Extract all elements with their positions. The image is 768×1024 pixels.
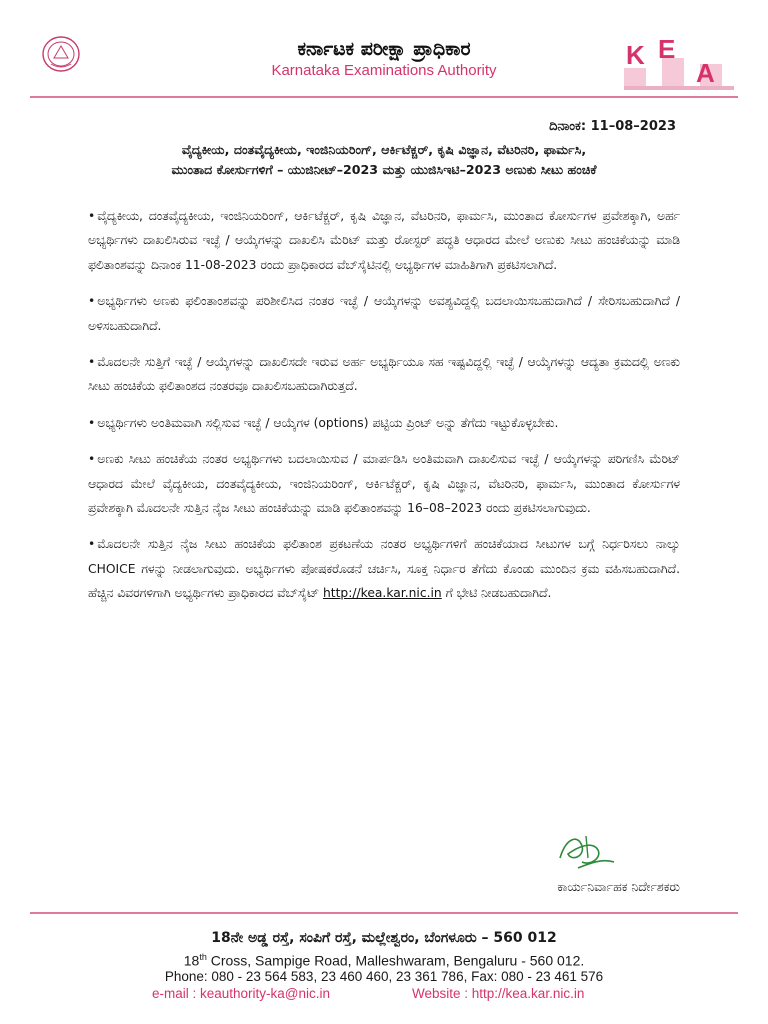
notice-point-text: ಮೊದಲನೇ ಸುತ್ತಿಗೆ ಇಚ್ಛೆ / ಆಯ್ಕೆಗಳನ್ನು ದಾಖಲಿಸದೇ ಇರುವ ಅರ್ಹ ಅಭ್ಯರ್ಥಿಯೂ ಸಹ ಇಷ್ಟವಿದ್ದಲ್ಲಿ ಇಚ್ಛೆ / ಆಯ್ಕೆಗಳನ್ನು ಆದ್ಯತಾ ಕ್ರಮದಲ್ಲಿ ಅಣಕು ಸೀಟು ಹಂಚಿಕೆಯ ಫಲಿತಾಂಶದ ನಂತರವೂ ದಾಖಲಿಸಬಹುದಾಗಿರುತ್ತದೆ. bbox=[88, 355, 680, 394]
notice-point-text: ಅಣಕು ಸೀಟು ಹಂಚಿಕೆಯ ನಂತರ ಅಭ್ಯರ್ಥಿಗಳು ಬದಲಾಯಿಸುವ / ಮಾರ್ಪಡಿಸಿ ಅಂತಿಮವಾಗಿ ದಾಖಲಿಸುವ ಇಚ್ಛೆ / ಆಯ್ಕೆಗಳನ್ನು ಪರಿಗಣಿಸಿ ಮೆರಿಟ್ ಆಧಾರದ ಮೇಲೆ ವೈದ್ಯಕೀಯ, ದಂತವೈದ್ಯಕೀಯ, ಇಂಜಿನಿಯರಿಂಗ್, ಆರ್ಕಿಟೆಕ್ಚರ್, ಕೃಷಿ ವಿಜ್ಞಾನ, ವೆಟರಿನರಿ, ಫಾರ್ಮಸಿ, ಮುಂತಾದ ಕೋರ್ಸುಗಳ ಪ್ರವೇಶಕ್ಕಾಗಿ ಮೊದಲನೇ ಸುತ್ತಿನ ನೈಜ ಸೀಟು ಹಂಚಿಕೆಯನ್ನು ಮಾಡಿ ಫಲಿತಾಂಶವನ್ನು 16–08–2023 ರಂದು ಪ್ರಕಟಿಸಲಾಗುವುದು. bbox=[88, 452, 680, 516]
svg-text:K: K bbox=[626, 40, 645, 70]
subject-line: ಮುಂತಾದ ಕೋರ್ಸುಗಳಿಗೆ – ಯುಜಿನೀಟ್–2023 ಮತ್ತು ಯುಜಿಸಿಇಟಿ–2023 ಅಣುಕು ಸೀಟು ಹಂಚಿಕೆ bbox=[171, 162, 597, 177]
address-ordinal: th bbox=[199, 952, 207, 962]
authority-name-kannada: ಕರ್ನಾಟಕ ಪರೀಕ್ಷಾ ಪ್ರಾಧಿಕಾರ bbox=[297, 38, 471, 60]
bullet-icon: • bbox=[88, 537, 96, 552]
kea-website-link[interactable]: http://kea.kar.nic.in bbox=[322, 586, 442, 601]
bullet-icon: • bbox=[88, 294, 96, 309]
kea-logo bbox=[624, 36, 734, 92]
notice-point bbox=[88, 350, 680, 399]
address-number: 18 bbox=[183, 952, 200, 969]
notice-point-text: ಗೆ ಭೇಟಿ ನೀಡಬಹುದಾಗಿದೆ. bbox=[441, 586, 552, 601]
notice-point bbox=[88, 204, 680, 277]
notice-point bbox=[88, 411, 680, 435]
subject-line: ವೈದ್ಯಕೀಯ, ದಂತವೈದ್ಯಕೀಯ, ಇಂಜಿನಿಯರಿಂಗ್, ಆರ್ಕಿಟೆಕ್ಚರ್, ಕೃಷಿ ವಿಜ್ಞಾನ, ವೆಟರಿನರಿ, ಫಾರ್ಮಸಿ, bbox=[181, 142, 587, 157]
bullet-icon: • bbox=[88, 209, 96, 223]
website-link[interactable]: Website : http://kea.kar.nic.in bbox=[412, 986, 585, 1001]
address-kannada: 18ನೇ ಅಡ್ಡ ರಸ್ತೆ, ಸಂಪಿಗೆ ರಸ್ತೆ, ಮಲ್ಲೇಶ್ವರಂ, ಬೆಂಗಳೂರು – 560 012 bbox=[211, 930, 557, 946]
signatory-title: ಕಾರ್ಯನಿರ್ವಾಹಕ ನಿರ್ದೇಶಕರು bbox=[557, 879, 680, 894]
letterhead bbox=[0, 0, 768, 100]
document-date: ದಿನಾಂಕ: 11–08–2023 bbox=[549, 119, 676, 134]
notice-point-text: ಅಭ್ಯರ್ಥಿಗಳು ಅಣಕು ಫಲಿಂತಾಂಶವನ್ನು ಪರಿಶೀಲಿಸಿದ ನಂತರ ಇಚ್ಛೆ / ಆಯ್ಕೆಗಳನ್ನು ಅವಶ್ಯವಿದ್ದಲ್ಲಿ ಬದಲಾಯಿಸಬಹುದಾಗಿದೆ / ಸೇರಿಸಬಹುದಾಗಿದೆ / ಅಳಿಸಬಹುದಾಗಿದೆ. bbox=[88, 294, 680, 333]
notice-points bbox=[88, 204, 680, 618]
bullet-icon: • bbox=[88, 355, 96, 370]
address-rest: Cross, Sampige Road, Malleshwaram, Bengaluru - 560 012. bbox=[206, 952, 585, 969]
bullet-icon: • bbox=[88, 415, 96, 430]
notice-point-text: ಮೊದಲನೇ ಸುತ್ತಿನ ನೈಜ ಸೀಟು ಹಂಚಿಕೆಯ ಫಲಿತಾಂಶ ಪ್ರಕಟಣೆಯ ನಂತರ ಅಭ್ಯರ್ಥಿಗಳಿಗೆ ಹಂಚಿಕೆಯಾದ ಸೀಟುಗಳ ಬಗ್ಗೆ ನಿರ್ಧರಿಸಲು ನಾಲ್ಕು CHOICE ಗಳನ್ನು ನೀಡಲಾಗುವುದು. ಅಭ್ಯರ್ಥಿಗಳು ಪೋಷಕರೊಡನೆ ಚರ್ಚಿಸಿ, ಸೂಕ್ತ ನಿರ್ಧಾರ ತೆಗೆದು ಕೊಂಡು ಮುಂದಿನ ಕ್ರಮ ವಹಿಸಬಹುದಾಗಿದೆ. ಹೆಚ್ಚಿನ ವಿವರಗಳಿಗಾಗಿ ಅಭ್ಯರ್ಥಿಗಳು ಪ್ರಾಧಿಕಾರದ ವೆಬ್‌ಸೈಟ್ bbox=[88, 537, 680, 601]
notice-point bbox=[88, 289, 680, 338]
notice-point bbox=[88, 532, 680, 605]
notice-point-text: ಅಭ್ಯರ್ಥಿಗಳು ಅಂತಿಮವಾಗಿ ಸಲ್ಲಿಸುವ ಇಚ್ಛೆ / ಆಯ್ಕೆಗಳ (options) ಪಟ್ಟಿಯ ಪ್ರಿಂಟ್ ಅನ್ನು ತೆಗೆದು ಇಟ್ಟುಕೊಳ್ಳಬೇಕು. bbox=[97, 415, 559, 430]
phone-fax-line: Phone: 080 - 23 564 583, 23 460 460, 23 361 786, Fax: 080 - 23 461 576 bbox=[164, 969, 604, 984]
notice-point-text: ವೈದ್ಯಕೀಯ, ದಂತವೈದ್ಯಕೀಯ, ಇಂಜಿನಿಯರಿಂಗ್, ಆರ್ಕಿಟೆಕ್ಚರ್, ಕೃಷಿ ವಿಜ್ಞಾನ, ವೆಟರಿನರಿ, ಫಾರ್ಮಸಿ, ಮುಂತಾದ ಕೋರ್ಸುಗಳ ಪ್ರವೇಶಕ್ಕಾಗಿ, ಅರ್ಹ ಅಭ್ಯರ್ಥಿಗಳು ದಾಖಲಿಸಿರುವ ಇಚ್ಛೆ / ಆಯ್ಕೆಗಳನ್ನು ದಾಖಲಿಸಿ ಮೆರಿಟ್ ಮತ್ತು ರೋಸ್ಟರ್ ಪದ್ಧತಿ ಆಧಾರದ ಮೇಲೆ ಅಣುಕು ಸೀಟು ಹಂಚಿಕೆಯನ್ನು ಮಾಡಿ ಫಲಿತಾಂಶವನ್ನು ದಿನಾಂಕ 11-08-2023 ರಂದು ಪ್ರಾಧಿಕಾರದ ವೆಬ್‌ಸೈಟಿನಲ್ಲಿ ಅಭ್ಯರ್ಥಿಗಳ ಮಾಹಿತಿಗಾಗಿ ಪ್ರಕಟಿಸಲಾಗಿದೆ. bbox=[88, 209, 680, 272]
svg-text:A: A bbox=[696, 58, 715, 88]
bullet-icon: • bbox=[88, 452, 96, 467]
address-english bbox=[0, 952, 768, 969]
handwritten-signature-icon bbox=[552, 828, 622, 876]
footer-divider bbox=[30, 912, 738, 914]
email-link[interactable]: e-mail : keauthority-ka@nic.in bbox=[152, 986, 331, 1001]
header-divider bbox=[30, 96, 738, 98]
authority-name-english: Karnataka Examinations Authority bbox=[271, 62, 497, 79]
svg-text:E: E bbox=[658, 36, 676, 64]
notice-point bbox=[88, 447, 680, 520]
subject-heading bbox=[88, 140, 680, 180]
